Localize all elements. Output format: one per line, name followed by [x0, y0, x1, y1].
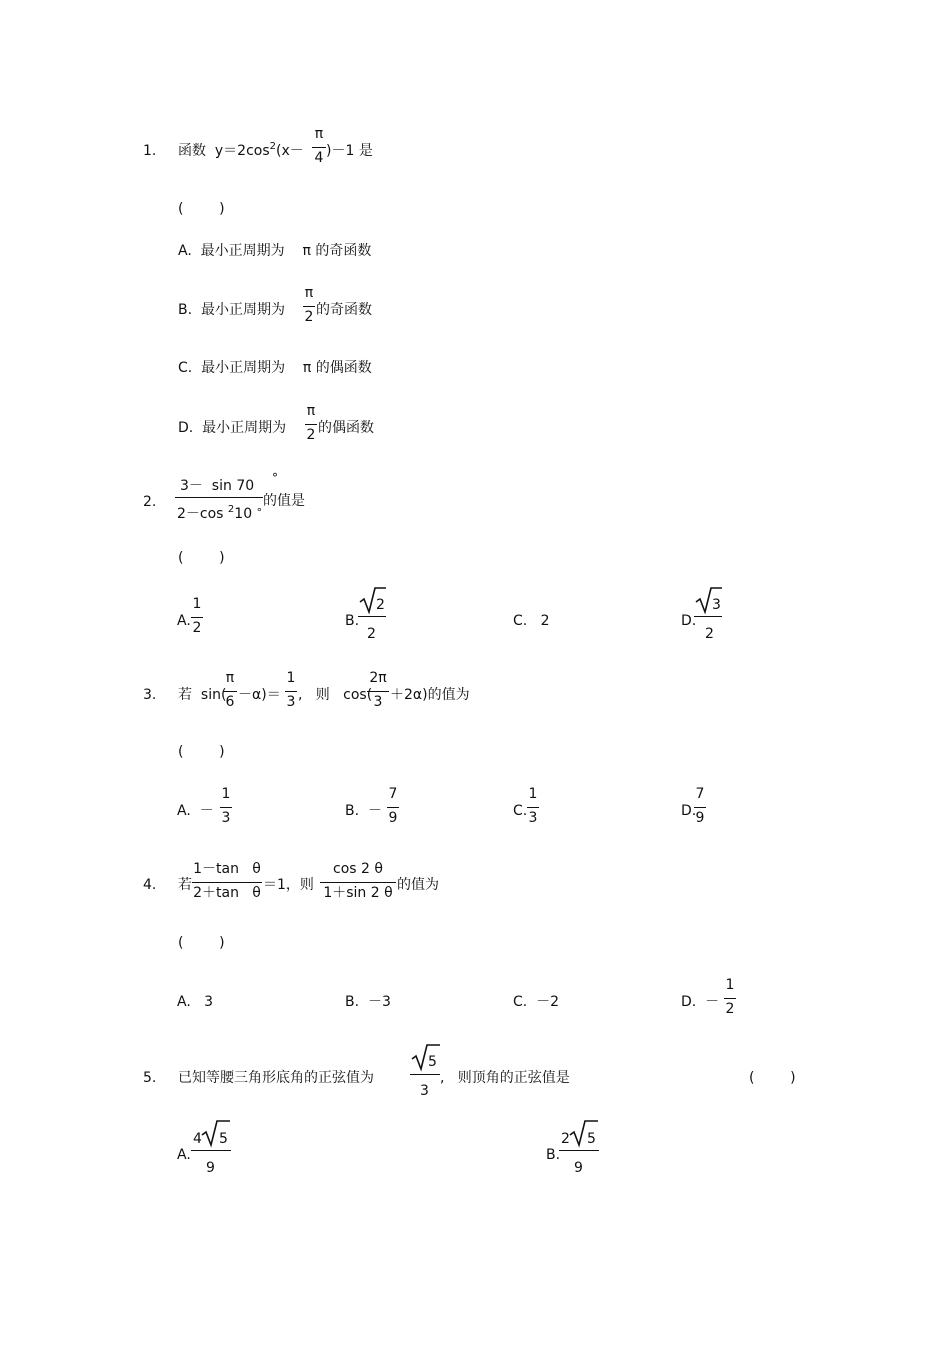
q2-denom-sup: 2	[227, 504, 235, 515]
q5-text-a: 已知等腰三角形底角的正弦值为	[178, 1070, 374, 1086]
q1-option-b-suffix: 的奇函数	[316, 302, 372, 318]
q3-t-den: 3	[373, 694, 383, 710]
q5-text-b: , 则顶角的正弦值是	[440, 1070, 570, 1086]
q1-option-c: C. 最小正周期为 π 的偶函数	[178, 360, 372, 376]
q3-text-b: －α)＝	[238, 687, 281, 703]
q2-number: 2.	[143, 494, 157, 510]
q2-numerator: 3－ sin 70	[180, 478, 255, 494]
q5-option-a-coef: 4	[193, 1131, 202, 1147]
q5-answer-paren: ( )	[749, 1070, 796, 1086]
q3-c-den: 3	[528, 810, 538, 826]
q2-denom-a: 2－cos	[177, 506, 224, 522]
q2-option-d-bar	[694, 616, 722, 617]
q4-option-d-frac	[724, 977, 736, 1017]
q1-option-d-frac	[305, 403, 317, 443]
q2-a-den: 2	[192, 620, 202, 636]
q3-option-d-frac	[694, 786, 706, 826]
q4-f1-num: 1－tan θ	[193, 861, 261, 877]
q3-text-a: 若 sin(	[178, 687, 227, 703]
q2-option-c: C. 2	[513, 613, 550, 629]
q5-option-a-label: A.	[177, 1147, 191, 1163]
q1-text-b: (x－	[276, 143, 304, 159]
q3-text-c: , 则 cos(	[298, 687, 373, 703]
q2-option-a-frac	[191, 596, 203, 636]
q1-text-a: 函数 y＝2cos	[178, 143, 270, 159]
q5-option-a-bar	[191, 1150, 231, 1151]
q1-stem	[178, 143, 304, 159]
q5-number: 5.	[143, 1070, 157, 1086]
q2-option-b-label: B.	[345, 613, 360, 629]
q3-answer-paren: ( )	[178, 744, 225, 760]
q2-degree-top: °	[272, 471, 278, 485]
q4-text-c: 的值为	[397, 877, 439, 893]
q4-answer-paren: ( )	[178, 935, 225, 951]
q1-answer-paren: ( )	[178, 201, 225, 217]
q3-option-d-label: D.	[681, 803, 697, 819]
q1-b-den: 2	[304, 309, 314, 325]
q1-text-c: )－1 是	[326, 143, 373, 159]
q3-option-c-frac	[527, 786, 539, 826]
q3-pi-num: π	[225, 670, 235, 686]
q2-option-b-radicand: 2	[376, 597, 385, 613]
q3-option-a-frac	[220, 786, 232, 826]
q4-text-b: ＝1，则	[263, 877, 314, 893]
q4-tan-fraction	[192, 861, 262, 901]
q2-option-b-bar	[358, 616, 386, 617]
q2-option-d-den: 2	[705, 626, 714, 642]
q1-option-d-prefix: D. 最小正周期为	[178, 420, 287, 436]
q3-a-den: 3	[221, 810, 231, 826]
q3-pi-over-6	[223, 670, 237, 710]
q2-denom-b: 10	[234, 506, 253, 522]
q1-option-b-frac	[303, 285, 315, 325]
q3-number: 3.	[143, 687, 157, 703]
q5-option-a-den: 9	[206, 1160, 215, 1176]
q5-option-a-radicand: 5	[219, 1131, 228, 1147]
q4-option-a: A. 3	[177, 994, 214, 1010]
q1-option-b-prefix: B. 最小正周期为	[178, 302, 285, 318]
q3-option-b-frac	[387, 786, 399, 826]
q4-d-num: 1	[725, 977, 735, 993]
q3-b-num: 7	[388, 786, 398, 802]
q1-frac-den: 4	[314, 150, 324, 166]
q4-text-a: 若	[178, 877, 192, 893]
q3-d-den: 9	[695, 810, 705, 826]
q3-one-third	[285, 670, 297, 710]
q4-option-b: B. －3	[345, 994, 391, 1010]
q1-b-num: π	[304, 285, 314, 301]
q1-option-d-suffix: 的偶函数	[318, 420, 374, 436]
q1-sup: 2	[269, 141, 277, 152]
q1-option-a: A. 最小正周期为 π 的奇函数	[178, 243, 372, 259]
q1-d-num: π	[306, 403, 316, 419]
q1-pi-over-4	[312, 126, 326, 166]
q1-number: 1.	[143, 143, 157, 159]
q2-option-b-den: 2	[367, 626, 376, 642]
q4-f2-den: 1＋sin 2 θ	[323, 885, 393, 901]
q4-f1-den: 2＋tan θ	[193, 885, 261, 901]
q2-tail: 的值是	[263, 493, 305, 509]
q4-option-d-label: D. －	[681, 994, 720, 1010]
q3-a-num: 1	[221, 786, 231, 802]
q3-two-pi-over-3	[367, 670, 389, 710]
q2-a-num: 1	[192, 596, 202, 612]
q4-number: 4.	[143, 877, 157, 893]
q3-d-num: 7	[695, 786, 705, 802]
q3-pi-den: 6	[225, 694, 235, 710]
q3-option-c-label: C.	[513, 803, 528, 819]
q5-option-b-bar	[559, 1150, 599, 1151]
q1-frac-num: π	[314, 126, 324, 142]
q2-fraction-bar	[175, 497, 263, 498]
q5-radicand: 5	[428, 1054, 437, 1070]
q2-option-d-radicand: 3	[712, 597, 721, 613]
q3-c-num: 1	[528, 786, 538, 802]
q2-option-d-label: D.	[681, 613, 697, 629]
q4-d-den: 2	[725, 1001, 735, 1017]
q2-answer-paren: ( )	[178, 550, 225, 566]
q3-r-num: 1	[286, 670, 296, 686]
q3-b-den: 9	[388, 810, 398, 826]
q5-den: 3	[420, 1083, 429, 1099]
q3-option-a-label: A. －	[177, 803, 214, 819]
q5-option-b-coef: 2	[561, 1131, 570, 1147]
q5-fraction-bar	[410, 1074, 440, 1075]
q3-t-num: 2π	[369, 670, 387, 686]
q3-option-b-label: B. －	[345, 803, 382, 819]
q3-text-d: ＋2α)的值为	[390, 687, 470, 703]
q5-option-b-radicand: 5	[587, 1131, 596, 1147]
q3-r-den: 3	[286, 694, 296, 710]
q5-option-b-den: 9	[574, 1160, 583, 1176]
q5-option-b-label: B.	[546, 1147, 561, 1163]
q2-option-a-label: A.	[177, 613, 191, 629]
q4-option-c: C. －2	[513, 994, 560, 1010]
q2-degree-bottom: °	[256, 506, 263, 519]
q4-cos-fraction	[320, 861, 396, 901]
q4-f2-num: cos 2 θ	[333, 861, 383, 877]
q1-d-den: 2	[306, 427, 316, 443]
q2-denominator	[177, 505, 262, 522]
